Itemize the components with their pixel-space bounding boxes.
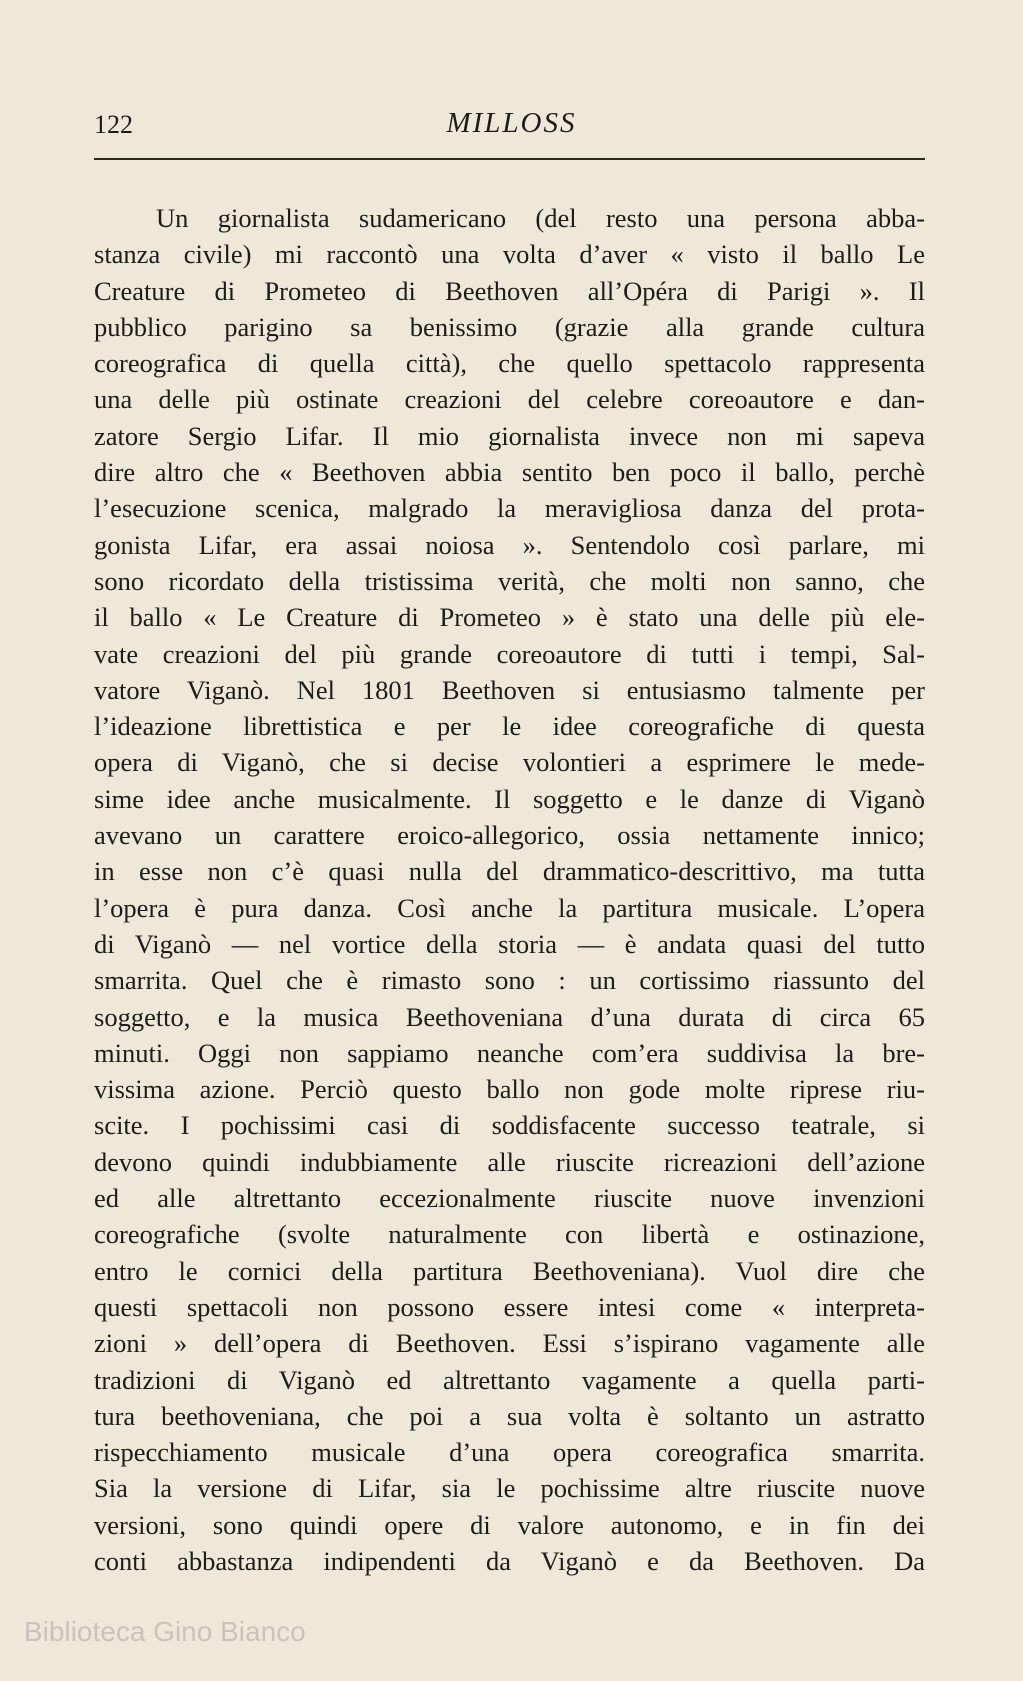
text-line: smarrita. Quel che è rimasto sono : un cortissimo riassunto del (94, 965, 925, 996)
text-line: dire altro che « Beethoven abbia sentito ben poco il ballo, perchè (94, 457, 925, 488)
text-line: vissima azione. Perciò questo ballo non gode molte riprese riu- (94, 1074, 925, 1105)
text-line: vate creazioni del più grande coreoautore di tutti i tempi, Sal- (94, 638, 925, 669)
text-line: soggetto, e la musica Beethoveniana d’una durata di circa 65 (94, 1001, 925, 1032)
body-text (94, 200, 925, 1579)
library-watermark: Biblioteca Gino Bianco (24, 1616, 306, 1647)
text-line: di Viganò — nel vortice della storia — è andata quasi del tutto (94, 928, 925, 959)
text-line: tradizioni di Viganò ed altrettanto vagamente a quella parti- (94, 1364, 925, 1395)
text-line: l’ideazione librettistica e per le idee coreografiche di questa (94, 711, 925, 742)
text-line: opera di Viganò, che si decise volontieri a esprimere le mede- (94, 747, 925, 778)
text-line: Creature di Prometeo di Beethoven all’Opéra di Parigi ». Il (94, 275, 925, 306)
text-line: scite. I pochissimi casi di soddisfacente successo teatrale, si (94, 1110, 925, 1141)
text-line: zatore Sergio Lifar. Il mio giornalista invece non mi sapeva (94, 420, 925, 451)
text-line: coreografiche (svolte naturalmente con libertà e ostinazione, (94, 1219, 925, 1250)
text-line: l’esecuzione scenica, malgrado la meravigliosa danza del prota- (94, 493, 925, 524)
text-line: stanza civile) mi raccontò una volta d’aver « visto il ballo Le (94, 239, 925, 270)
text-line: zioni » dell’opera di Beethoven. Essi s’ispirano vagamente alle (94, 1328, 925, 1359)
text-line: Un giornalista sudamericano (del resto una persona abba- (156, 203, 925, 233)
text-line: conti abbastanza indipendenti da Viganò e da Beethoven. Da (94, 1545, 925, 1576)
text-line: una delle più ostinate creazioni del celebre coreoautore e dan- (94, 384, 925, 415)
running-head: MILLOSS (446, 107, 577, 139)
text-line: vatore Viganò. Nel 1801 Beethoven si entusiasmo talmente per (94, 674, 925, 705)
text-line: rispecchiamento musicale d’una opera coreografica smarrita. (94, 1437, 925, 1468)
text-line: ed alle altrettanto eccezionalmente riuscite nuove invenzioni (94, 1183, 925, 1214)
text-line: minuti. Oggi non sappiamo neanche com’era suddivisa la bre- (94, 1037, 925, 1068)
text-line: gonista Lifar, era assai noiosa ». Sentendolo così parlare, mi (94, 529, 925, 560)
text-line: in esse non c’è quasi nulla del drammatico-descrittivo, ma tutta (94, 856, 925, 887)
text-line: l’opera è pura danza. Così anche la partitura musicale. L’opera (94, 892, 925, 923)
text-line: pubblico parigino sa benissimo (grazie alla grande cultura (94, 311, 925, 342)
text-line: il ballo « Le Creature di Prometeo » è stato una delle più ele- (94, 602, 925, 633)
text-line: sono ricordato della tristissima verità, che molti non sanno, che (94, 565, 925, 596)
text-line: Sia la versione di Lifar, sia le pochissime altre riuscite nuove (94, 1473, 925, 1504)
page-number: 122 (94, 110, 133, 139)
text-line: tura beethoveniana, che poi a sua volta è soltanto un astratto (94, 1400, 925, 1431)
header-rule (94, 158, 925, 160)
text-line: devono quindi indubbiamente alle riuscite ricreazioni dell’azione (94, 1146, 925, 1177)
text-line: avevano un carattere eroico-allegorico, ossia nettamente innico; (94, 820, 925, 851)
text-line: questi spettacoli non possono essere intesi come « interpreta- (94, 1291, 925, 1322)
text-line: coreografica di quella città), che quello spettacolo rappresenta (94, 348, 925, 379)
text-line: versioni, sono quindi opere di valore autonomo, e in fin dei (94, 1509, 925, 1540)
text-line: sime idee anche musicalmente. Il soggetto e le danze di Viganò (94, 783, 925, 814)
text-line: entro le cornici della partitura Beethoveniana). Vuol dire che (94, 1255, 925, 1286)
